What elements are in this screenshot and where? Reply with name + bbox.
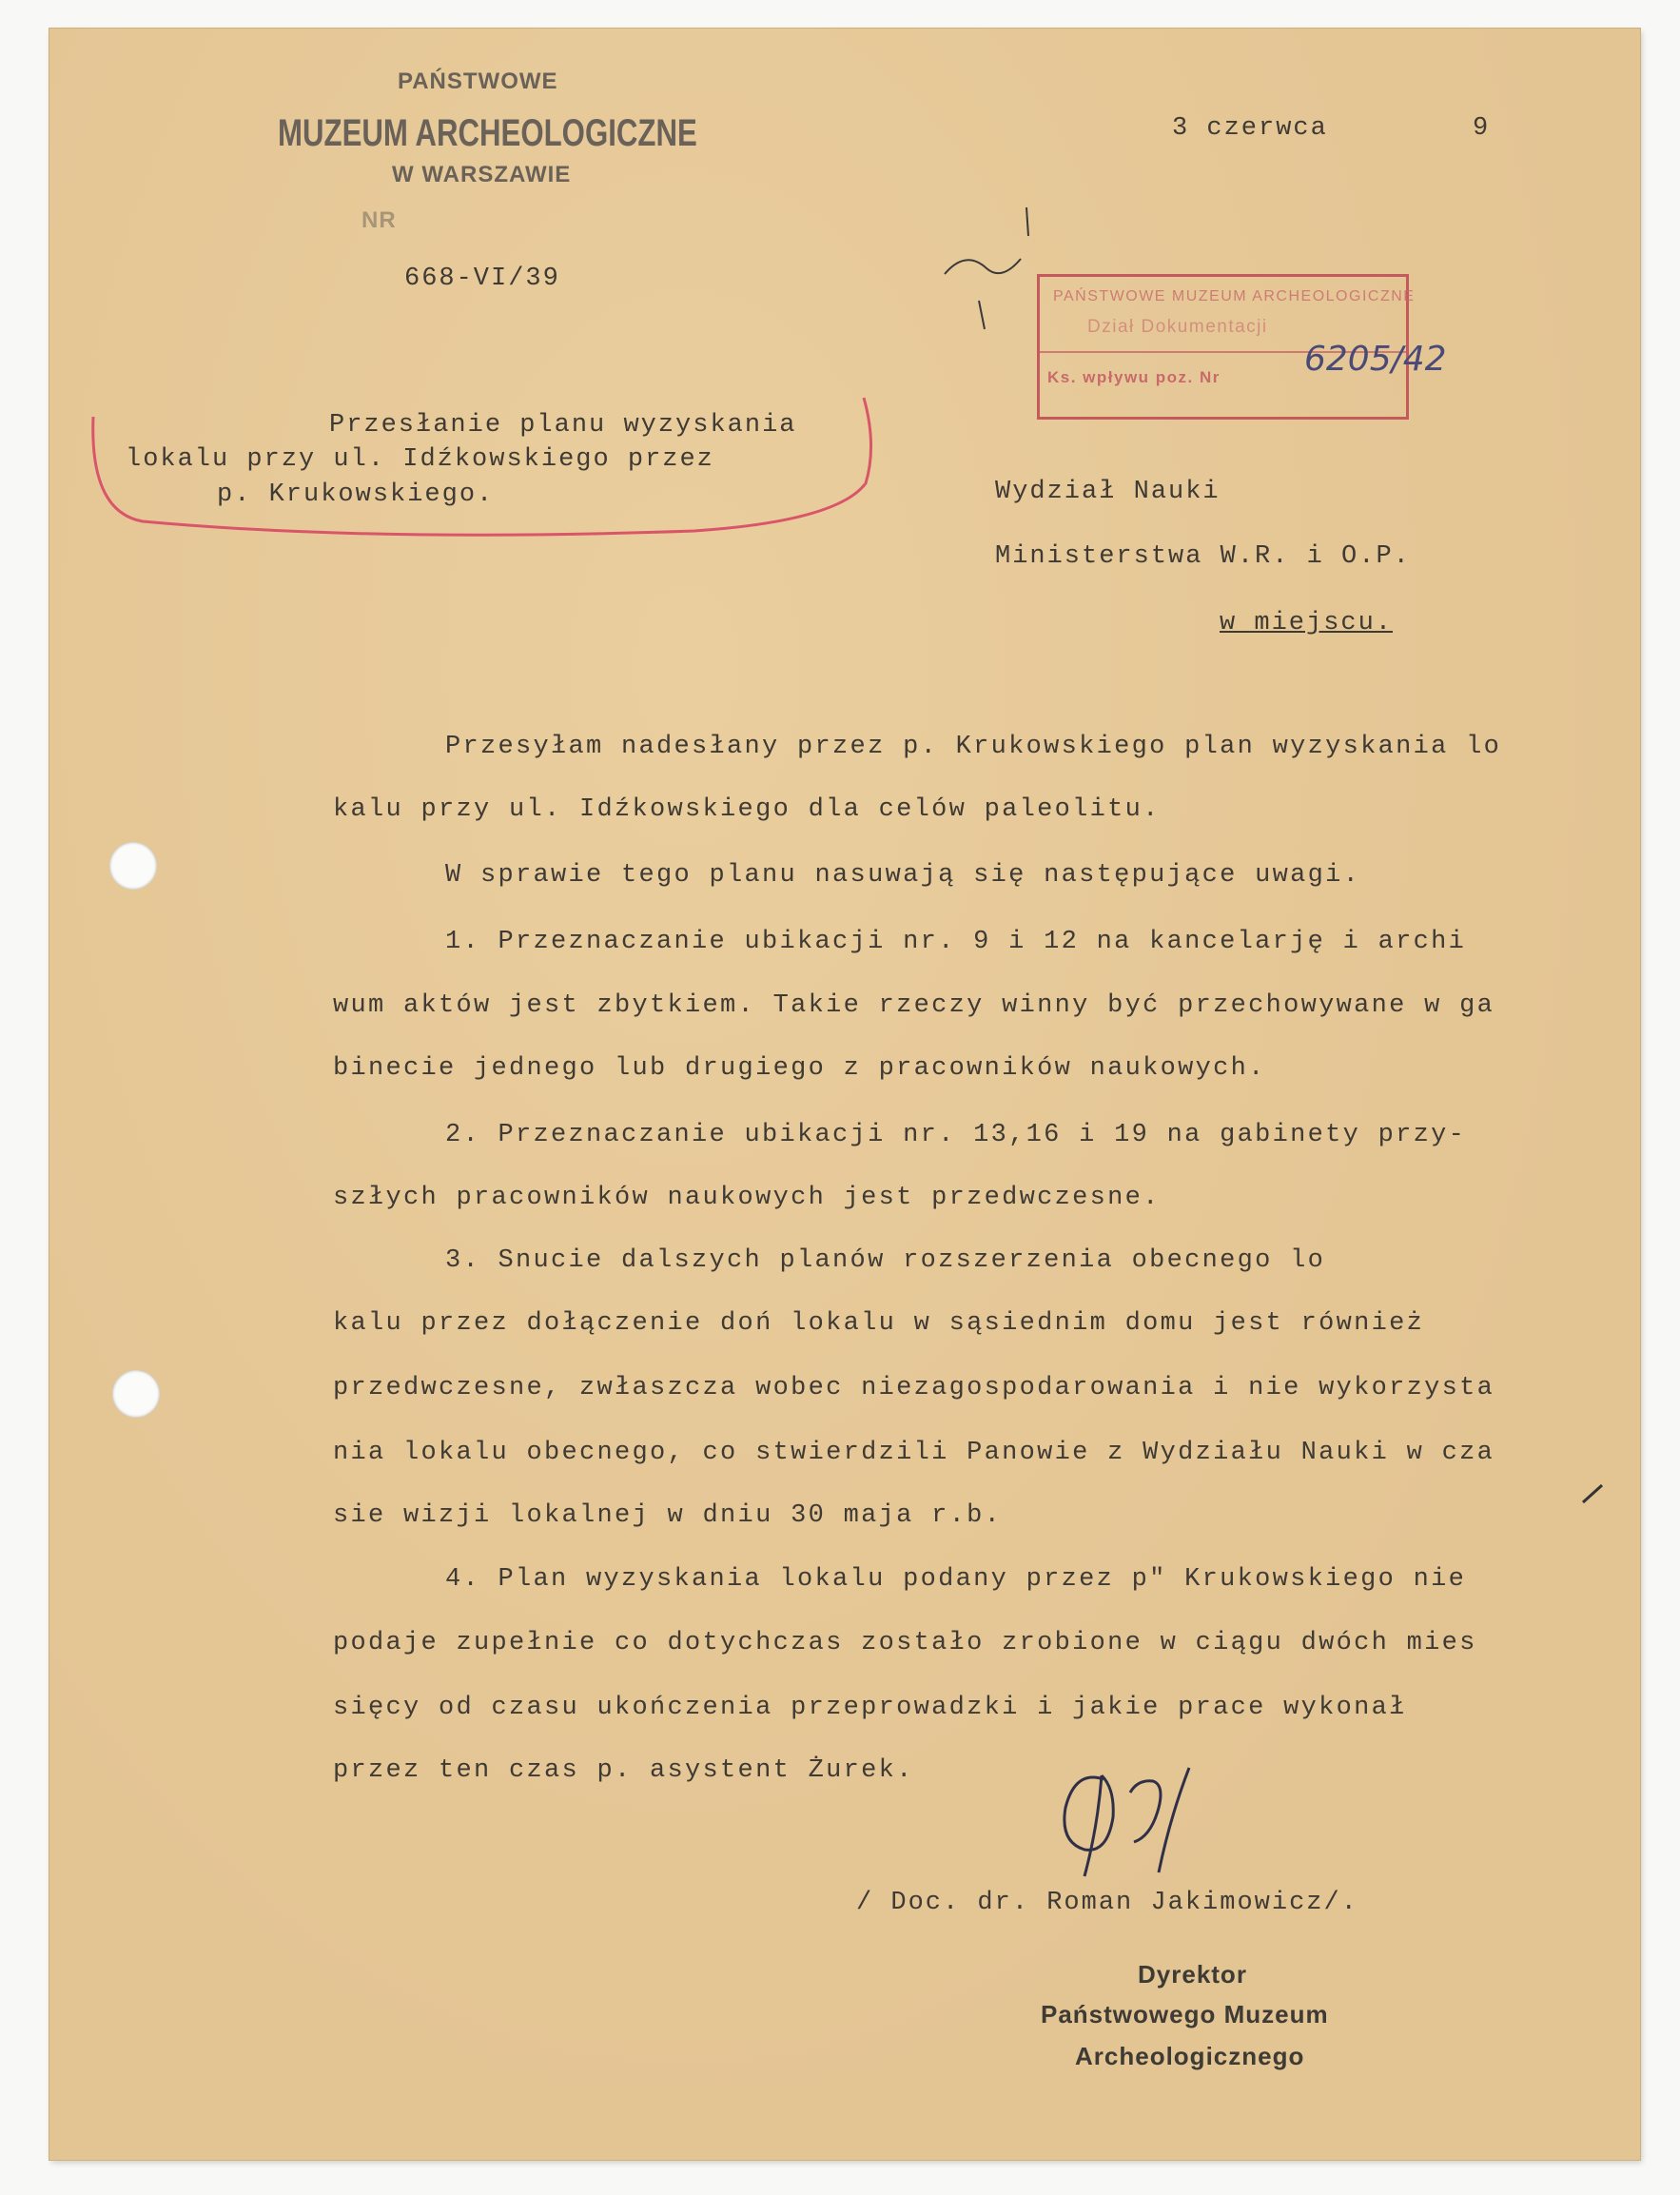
subject-line-2: lokalu przy ul. Idźkowskiego przez	[126, 445, 714, 474]
recipient-line-3: w miejscu.	[1220, 609, 1394, 637]
body-line: wum aktów jest zbytkiem. Takie rzeczy winny być przechowywane w ga	[333, 991, 1495, 1020]
body-line: szłych pracowników naukowych jest przedwczesne.	[333, 1184, 1161, 1212]
body-line: przez ten czas p. asystent Żurek.	[333, 1756, 914, 1785]
body-line: W sprawie tego planu nasuwają się następujące uwagi.	[445, 861, 1361, 890]
date-year: 9	[1473, 114, 1491, 143]
recipient-line-1: Wydział Nauki	[995, 478, 1221, 506]
body-line: 3. Snucie dalszych planów rozszerzenia obecnego lo	[445, 1246, 1326, 1275]
stamp-nr-label: NR	[361, 207, 397, 233]
date-day-month: 3 czerwca	[1172, 114, 1328, 143]
body-line: podaje zupełnie co dotychczas zostało zrobione w ciągu dwóch mies	[333, 1629, 1477, 1657]
body-line: binecie jednego lub drugiego z pracowników naukowych.	[333, 1054, 1266, 1083]
body-line: 1. Przeznaczanie ubikacji nr. 9 i 12 na kancelarję i archi	[445, 928, 1467, 956]
body-line: kalu przy ul. Idźkowskiego dla celów paleolitu.	[333, 795, 1161, 824]
body-line: nia lokalu obecnego, co stwierdzili Panowie z Wydziału Nauki w cza	[333, 1439, 1495, 1467]
punch-hole-bottom	[112, 1370, 160, 1418]
recipient-line-2: Ministerstwa W.R. i O.P.	[995, 542, 1411, 571]
handwritten-signature	[1046, 1751, 1208, 1884]
title-stamp-line-1: Dyrektor	[1138, 1960, 1247, 1989]
title-stamp-line-3: Archeologicznego	[1075, 2042, 1305, 2070]
body-line: przedwczesne, zwłaszcza wobec niezagospodarowania i nie wykorzysta	[333, 1374, 1495, 1402]
registry-stamp-line-1: PAŃSTWOWE MUZEUM ARCHEOLOGICZNE	[1053, 288, 1416, 304]
body-line: sie wizji lokalnej w dniu 30 maja r.b.	[333, 1501, 1003, 1530]
punch-hole-top	[109, 842, 157, 890]
registry-stamp-line-3: Ks. wpływu poz. Nr	[1047, 368, 1221, 386]
stamp-line-2: MUZEUM ARCHEOLOGICZNE	[278, 112, 697, 154]
stamp-line-3: W WARSZAWIE	[392, 162, 572, 187]
pencil-mark	[937, 200, 1032, 343]
margin-mark	[1579, 1480, 1608, 1508]
stamp-line-1: PAŃSTWOWE	[398, 69, 558, 94]
reference-number: 668-VI/39	[404, 265, 560, 293]
body-line: sięcy od czasu ukończenia przeprowadzki i jakie prace wykonał	[333, 1694, 1407, 1722]
signatory-name: / Doc. dr. Roman Jakimowicz/.	[856, 1889, 1358, 1917]
body-line: 4. Plan wyzyskania lokalu podany przez p" Krukowskiego nie	[445, 1565, 1467, 1594]
title-stamp-line-2: Państwowego Muzeum	[1041, 2000, 1329, 2028]
registry-stamp	[1037, 274, 1447, 420]
registry-stamp-line-2: Dział Dokumentacji	[1087, 317, 1268, 337]
body-line: Przesyłam nadesłany przez p. Krukowskiego plan wyzyskania lo	[445, 733, 1502, 761]
body-line: 2. Przeznaczanie ubikacji nr. 13,16 i 19 na gabinety przy-	[445, 1121, 1467, 1149]
registry-handwritten-number: 6205/42	[1304, 340, 1447, 379]
body-line: kalu przez dołączenie doń lokalu w sąsiednim domu jest również	[333, 1309, 1425, 1338]
subject-line-3: p. Krukowskiego.	[217, 480, 495, 509]
subject-line-1: Przesłanie planu wyzyskania	[329, 411, 797, 440]
